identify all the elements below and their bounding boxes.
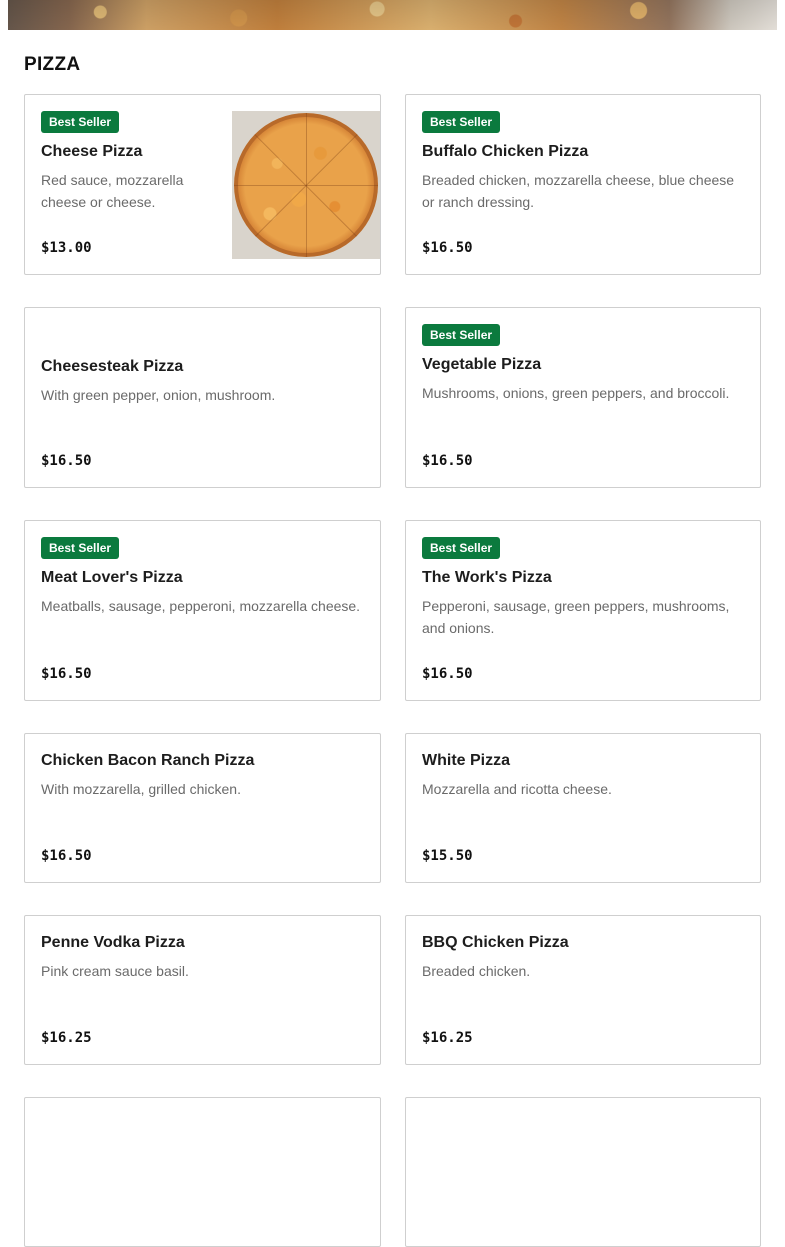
menu-item-price: $16.25: [41, 1030, 92, 1046]
menu-item-card-bbq-chicken-pizza[interactable]: [405, 915, 761, 1065]
best-seller-badge: Best Seller: [41, 111, 119, 133]
menu-item-price: $16.50: [422, 666, 473, 682]
menu-item-name: Meat Lover's Pizza: [41, 569, 183, 586]
menu-item-card-meat-lovers-pizza[interactable]: [24, 520, 381, 701]
best-seller-badge: Best Seller: [41, 537, 119, 559]
menu-item-name: Penne Vodka Pizza: [41, 934, 185, 951]
section-title: PIZZA: [24, 54, 81, 75]
menu-item-price: $16.50: [422, 240, 473, 256]
menu-item-card-buffalo-chicken-pizza[interactable]: [405, 94, 761, 275]
menu-item-card-cheesesteak-pizza[interactable]: [24, 307, 381, 488]
best-seller-badge: Best Seller: [422, 537, 500, 559]
menu-item-price: $16.25: [422, 1030, 473, 1046]
menu-item-card-penne-vodka-pizza[interactable]: [24, 915, 381, 1065]
menu-item-description: Breaded chicken.: [422, 963, 531, 979]
menu-item-price: $16.50: [41, 666, 92, 682]
menu-item-description: Pepperoni, sausage, green peppers, mushrooms, and onions.: [422, 598, 730, 636]
menu-item-card-cheese-pizza[interactable]: [24, 94, 381, 275]
menu-item-description: Mushrooms, onions, green peppers, and broccoli.: [422, 385, 730, 401]
menu-item-description: Mozzarella and ricotta cheese.: [422, 781, 612, 797]
menu-item-description: With green pepper, onion, mushroom.: [41, 387, 276, 403]
hero-banner-image: [8, 0, 777, 30]
menu-item-price: $15.50: [422, 848, 473, 864]
menu-item-name: Cheesesteak Pizza: [41, 358, 184, 375]
menu-item-name: Chicken Bacon Ranch Pizza: [41, 752, 255, 769]
menu-item-card-partial[interactable]: [24, 1097, 381, 1247]
menu-item-price: $16.50: [41, 453, 92, 469]
menu-item-description: Red sauce, mozzarella cheese or cheese.: [41, 172, 184, 210]
menu-item-description: With mozzarella, grilled chicken.: [41, 781, 241, 797]
menu-item-description: Meatballs, sausage, pepperoni, mozzarella cheese.: [41, 598, 361, 614]
menu-item-description: Pink cream sauce basil.: [41, 963, 189, 979]
best-seller-badge: Best Seller: [422, 324, 500, 346]
menu-item-card-the-works-pizza[interactable]: [405, 520, 761, 701]
menu-item-name: BBQ Chicken Pizza: [422, 934, 569, 951]
menu-item-card-vegetable-pizza[interactable]: [405, 307, 761, 488]
menu-item-card-white-pizza[interactable]: [405, 733, 761, 883]
menu-item-grid: [24, 94, 761, 1247]
menu-item-name: Cheese Pizza: [41, 143, 143, 160]
menu-item-price: $16.50: [41, 848, 92, 864]
menu-item-price: $13.00: [41, 240, 92, 256]
menu-item-description: Breaded chicken, mozzarella cheese, blue cheese or ranch dressing.: [422, 172, 735, 210]
menu-item-card-chicken-bacon-ranch-pizza[interactable]: [24, 733, 381, 883]
pizza-photo: [232, 111, 380, 259]
menu-item-name: Buffalo Chicken Pizza: [422, 143, 589, 160]
menu-item-name: The Work's Pizza: [422, 569, 552, 586]
menu-item-name: White Pizza: [422, 752, 511, 769]
best-seller-badge: Best Seller: [422, 111, 500, 133]
menu-item-card-partial[interactable]: [405, 1097, 761, 1247]
menu-item-name: Vegetable Pizza: [422, 356, 542, 373]
menu-item-price: $16.50: [422, 453, 473, 469]
